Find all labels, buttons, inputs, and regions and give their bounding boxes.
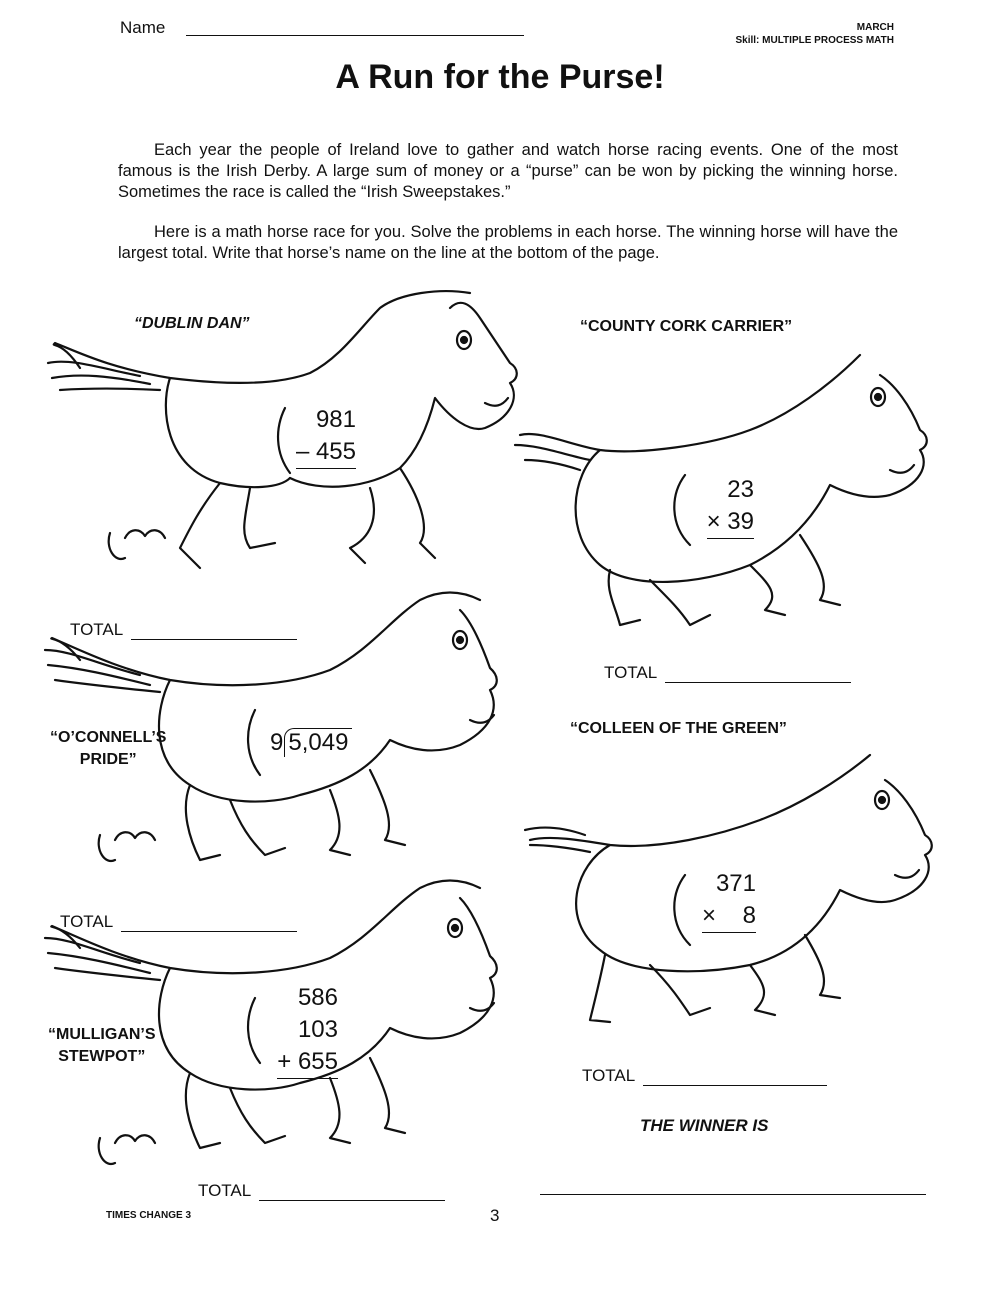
problem-colleen-line1: 371 bbox=[715, 870, 756, 897]
problem-oconnell-dividend: 5,049 bbox=[284, 728, 352, 757]
total-label: TOTAL bbox=[582, 1066, 636, 1085]
problem-colleen bbox=[680, 868, 756, 933]
total-answer-line[interactable] bbox=[131, 639, 297, 640]
problem-dublin-dan bbox=[280, 404, 356, 469]
problem-colleen-line2: × 8 bbox=[702, 900, 756, 933]
total-oconnell bbox=[60, 912, 297, 932]
intro-paragraph-1: Each year the people of Ireland love to gather and watch horse racing events. One of the most famous is the Irish Derby. A large sum of money or a “purse” can be won by picking the winning horse. Sometimes the race is called the “Irish Sweepstakes.” bbox=[118, 141, 898, 201]
problem-mulligan-line1: 586 bbox=[297, 984, 338, 1011]
problem-oconnell-divisor: 9 bbox=[270, 729, 284, 756]
problem-mulligan-line3: + 655 bbox=[277, 1046, 338, 1079]
horse-name-oconnell-line1: “O’CONNELL’S bbox=[50, 729, 167, 746]
intro-paragraph-2: Here is a math horse race for you. Solve the problems in each horse. The winning horse will have the largest total. Write that horse’s name on the line at the bottom of the page. bbox=[118, 223, 898, 262]
total-colleen bbox=[582, 1066, 827, 1086]
page-number: 3 bbox=[490, 1206, 500, 1225]
total-label: TOTAL bbox=[70, 620, 124, 639]
total-mulligan bbox=[198, 1181, 445, 1201]
footer-source: TIMES CHANGE 3 bbox=[106, 1210, 192, 1221]
horse-name-mulligan-line1: “MULLIGAN’S bbox=[48, 1026, 156, 1043]
total-county-cork bbox=[604, 663, 851, 683]
problem-dublin-dan-line2: – 455 bbox=[296, 436, 356, 469]
problem-mulligan-line2: 103 bbox=[297, 1016, 338, 1043]
month-label: MARCH bbox=[856, 22, 894, 33]
winner-label: THE WINNER IS bbox=[640, 1116, 769, 1135]
problem-dublin-dan-line1: 981 bbox=[315, 406, 356, 433]
horse-name-county-cork: “COUNTY CORK CARRIER” bbox=[580, 318, 793, 335]
total-answer-line[interactable] bbox=[121, 931, 297, 932]
horse-name-mulligan bbox=[48, 1024, 156, 1068]
problem-county-cork-line2: × 39 bbox=[707, 506, 754, 539]
name-label: Name bbox=[120, 18, 166, 37]
total-answer-line[interactable] bbox=[643, 1085, 827, 1086]
horse-name-oconnell bbox=[50, 727, 166, 771]
problem-mulligan bbox=[262, 982, 338, 1079]
total-label: TOTAL bbox=[60, 912, 114, 931]
total-dublin-dan bbox=[70, 620, 297, 640]
horse-name-mulligan-line2: STEWPOT” bbox=[58, 1048, 146, 1065]
horse-name-dublin-dan: “DUBLIN DAN” bbox=[134, 315, 250, 332]
total-answer-line[interactable] bbox=[259, 1200, 445, 1201]
total-answer-line[interactable] bbox=[665, 682, 851, 683]
skill-label: Skill: MULTIPLE PROCESS MATH bbox=[735, 35, 894, 46]
problem-county-cork-line1: 23 bbox=[727, 476, 754, 503]
problem-county-cork bbox=[690, 474, 754, 539]
name-line[interactable] bbox=[186, 35, 524, 36]
page-title: A Run for the Purse! bbox=[335, 58, 665, 96]
winner-answer-line[interactable] bbox=[540, 1194, 926, 1195]
total-label: TOTAL bbox=[198, 1181, 252, 1200]
horse-name-oconnell-line2: PRIDE” bbox=[79, 751, 137, 768]
problem-oconnell bbox=[270, 728, 352, 757]
total-label: TOTAL bbox=[604, 663, 658, 682]
horse-name-colleen: “COLLEEN OF THE GREEN” bbox=[570, 720, 787, 737]
